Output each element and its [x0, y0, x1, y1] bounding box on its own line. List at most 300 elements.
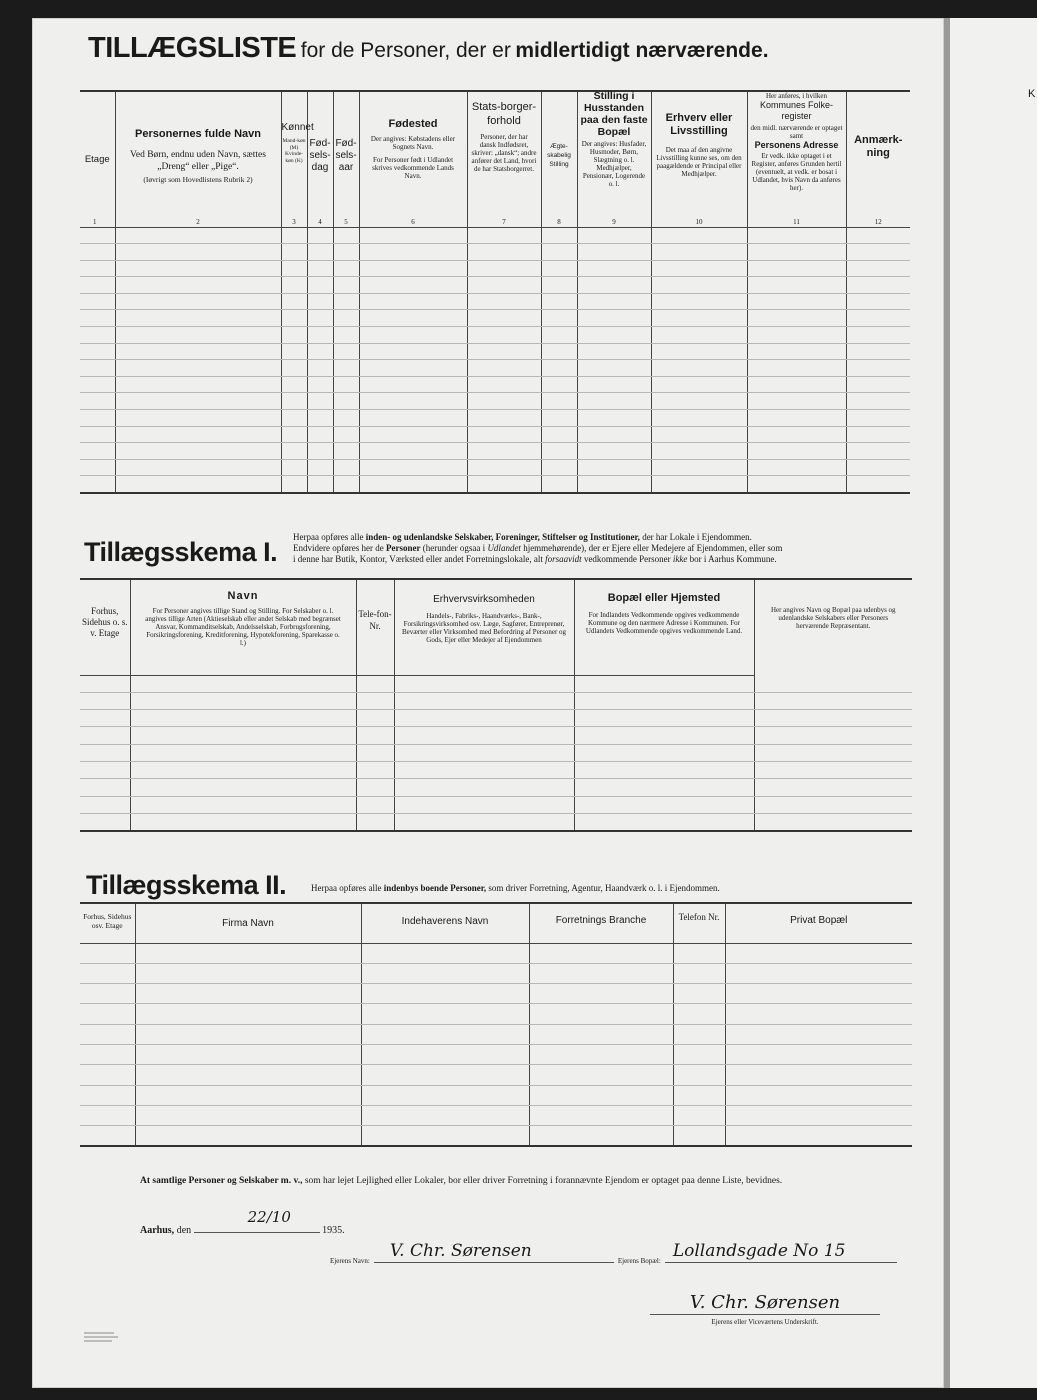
table-cell[interactable]: [754, 727, 912, 744]
table-cell[interactable]: [115, 327, 281, 344]
table-cell[interactable]: [130, 744, 356, 761]
table-cell[interactable]: [394, 813, 574, 831]
table-cell[interactable]: [754, 796, 912, 813]
table-cell[interactable]: [80, 393, 115, 410]
table-cell[interactable]: [307, 426, 333, 443]
table-cell[interactable]: [80, 426, 115, 443]
table-cell[interactable]: [846, 376, 910, 393]
table-cell[interactable]: [747, 393, 846, 410]
table-cell[interactable]: [361, 1044, 529, 1064]
table-cell[interactable]: [673, 943, 725, 963]
table-cell[interactable]: [747, 410, 846, 427]
table-cell[interactable]: [747, 327, 846, 344]
table-cell[interactable]: [115, 426, 281, 443]
table-cell[interactable]: [281, 227, 307, 244]
table-cell[interactable]: [725, 984, 912, 1004]
table-cell[interactable]: [281, 244, 307, 261]
table-cell[interactable]: [80, 675, 130, 692]
table-cell[interactable]: [846, 393, 910, 410]
table-cell[interactable]: [394, 744, 574, 761]
table-cell[interactable]: [394, 692, 574, 709]
table-cell[interactable]: [577, 310, 651, 327]
table-cell[interactable]: [80, 1105, 135, 1125]
table-cell[interactable]: [529, 1126, 673, 1147]
table-cell[interactable]: [281, 476, 307, 493]
table-cell[interactable]: [651, 260, 747, 277]
table-cell[interactable]: [725, 1105, 912, 1125]
table-cell[interactable]: [529, 1044, 673, 1064]
table-cell[interactable]: [574, 710, 754, 727]
table-cell[interactable]: [747, 244, 846, 261]
table-cell[interactable]: [80, 744, 130, 761]
table-cell[interactable]: [467, 343, 541, 360]
table-cell[interactable]: [80, 779, 130, 796]
table-cell[interactable]: [356, 727, 394, 744]
table-cell[interactable]: [80, 277, 115, 294]
table-cell[interactable]: [359, 426, 467, 443]
table-cell[interactable]: [359, 343, 467, 360]
table-cell[interactable]: [361, 1065, 529, 1085]
table-cell[interactable]: [281, 459, 307, 476]
table-cell[interactable]: [115, 459, 281, 476]
table-cell[interactable]: [130, 761, 356, 778]
table-cell[interactable]: [846, 443, 910, 460]
table-cell[interactable]: [281, 410, 307, 427]
table-cell[interactable]: [80, 410, 115, 427]
table-cell[interactable]: [747, 426, 846, 443]
table-cell[interactable]: [135, 984, 361, 1004]
table-cell[interactable]: [359, 393, 467, 410]
table-cell[interactable]: [333, 310, 359, 327]
table-cell[interactable]: [80, 476, 115, 493]
table-cell[interactable]: [356, 779, 394, 796]
table-cell[interactable]: [747, 293, 846, 310]
table-cell[interactable]: [307, 293, 333, 310]
table-cell[interactable]: [541, 244, 577, 261]
table-cell[interactable]: [359, 410, 467, 427]
table-cell[interactable]: [115, 260, 281, 277]
table-cell[interactable]: [574, 675, 754, 692]
table-cell[interactable]: [359, 376, 467, 393]
table-cell[interactable]: [115, 293, 281, 310]
table-cell[interactable]: [333, 459, 359, 476]
table-cell[interactable]: [130, 796, 356, 813]
table-cell[interactable]: [577, 376, 651, 393]
table-cell[interactable]: [361, 1085, 529, 1105]
table-cell[interactable]: [467, 443, 541, 460]
table-cell[interactable]: [281, 260, 307, 277]
table-cell[interactable]: [359, 476, 467, 493]
table-cell[interactable]: [467, 227, 541, 244]
table-cell[interactable]: [577, 443, 651, 460]
table-cell[interactable]: [467, 260, 541, 277]
table-cell[interactable]: [115, 443, 281, 460]
table-cell[interactable]: [577, 476, 651, 493]
table-cell[interactable]: [80, 943, 135, 963]
table-cell[interactable]: [333, 360, 359, 377]
table-cell[interactable]: [577, 244, 651, 261]
table-cell[interactable]: [529, 984, 673, 1004]
table-cell[interactable]: [115, 277, 281, 294]
table-cell[interactable]: [529, 1085, 673, 1105]
table-cell[interactable]: [361, 984, 529, 1004]
table-cell[interactable]: [281, 426, 307, 443]
table-cell[interactable]: [529, 963, 673, 983]
table-cell[interactable]: [307, 310, 333, 327]
table-cell[interactable]: [135, 1065, 361, 1085]
table-cell[interactable]: [467, 376, 541, 393]
table-cell[interactable]: [747, 360, 846, 377]
table-cell[interactable]: [333, 476, 359, 493]
table-cell[interactable]: [333, 343, 359, 360]
table-cell[interactable]: [359, 260, 467, 277]
table-cell[interactable]: [651, 244, 747, 261]
table-cell[interactable]: [541, 410, 577, 427]
table-cell[interactable]: [333, 277, 359, 294]
table-cell[interactable]: [651, 277, 747, 294]
table-cell[interactable]: [577, 277, 651, 294]
table-cell[interactable]: [130, 675, 356, 692]
table-cell[interactable]: [725, 1065, 912, 1085]
table-cell[interactable]: [359, 227, 467, 244]
table-cell[interactable]: [651, 476, 747, 493]
table-cell[interactable]: [115, 410, 281, 427]
table-cell[interactable]: [846, 426, 910, 443]
table-cell[interactable]: [80, 327, 115, 344]
table-cell[interactable]: [115, 227, 281, 244]
table-cell[interactable]: [651, 343, 747, 360]
table-cell[interactable]: [754, 744, 912, 761]
table-cell[interactable]: [467, 244, 541, 261]
table-cell[interactable]: [747, 310, 846, 327]
table-cell[interactable]: [574, 692, 754, 709]
table-cell[interactable]: [80, 1065, 135, 1085]
table-cell[interactable]: [673, 1105, 725, 1125]
table-cell[interactable]: [651, 293, 747, 310]
table-cell[interactable]: [130, 727, 356, 744]
table-cell[interactable]: [673, 1065, 725, 1085]
table-cell[interactable]: [307, 393, 333, 410]
table-cell[interactable]: [529, 1105, 673, 1125]
table-cell[interactable]: [80, 1044, 135, 1064]
table-cell[interactable]: [135, 1085, 361, 1105]
table-cell[interactable]: [307, 476, 333, 493]
table-cell[interactable]: [651, 360, 747, 377]
table-cell[interactable]: [747, 459, 846, 476]
table-cell[interactable]: [673, 963, 725, 983]
table-cell[interactable]: [673, 1044, 725, 1064]
table-cell[interactable]: [541, 426, 577, 443]
table-cell[interactable]: [361, 943, 529, 963]
table-cell[interactable]: [80, 376, 115, 393]
table-cell[interactable]: [577, 410, 651, 427]
table-cell[interactable]: [725, 1004, 912, 1024]
table-cell[interactable]: [747, 376, 846, 393]
table-cell[interactable]: [359, 360, 467, 377]
table-cell[interactable]: [80, 310, 115, 327]
table-cell[interactable]: [307, 459, 333, 476]
table-cell[interactable]: [651, 459, 747, 476]
table-cell[interactable]: [673, 1126, 725, 1147]
table-cell[interactable]: [541, 459, 577, 476]
table-cell[interactable]: [577, 327, 651, 344]
table-cell[interactable]: [541, 260, 577, 277]
table-cell[interactable]: [130, 779, 356, 796]
table-cell[interactable]: [333, 293, 359, 310]
table-cell[interactable]: [281, 327, 307, 344]
table-cell[interactable]: [467, 293, 541, 310]
table-cell[interactable]: [333, 393, 359, 410]
table-cell[interactable]: [846, 293, 910, 310]
table-cell[interactable]: [356, 710, 394, 727]
table-cell[interactable]: [281, 343, 307, 360]
table-cell[interactable]: [80, 710, 130, 727]
table-cell[interactable]: [541, 343, 577, 360]
table-cell[interactable]: [356, 692, 394, 709]
table-cell[interactable]: [577, 343, 651, 360]
table-cell[interactable]: [529, 1065, 673, 1085]
table-cell[interactable]: [333, 410, 359, 427]
table-cell[interactable]: [651, 227, 747, 244]
table-cell[interactable]: [307, 376, 333, 393]
table-cell[interactable]: [725, 1085, 912, 1105]
table-cell[interactable]: [541, 376, 577, 393]
table-cell[interactable]: [529, 1004, 673, 1024]
table-cell[interactable]: [651, 327, 747, 344]
table-cell[interactable]: [130, 710, 356, 727]
table-cell[interactable]: [307, 410, 333, 427]
table-cell[interactable]: [394, 779, 574, 796]
table-cell[interactable]: [651, 393, 747, 410]
table-cell[interactable]: [574, 779, 754, 796]
table-cell[interactable]: [281, 376, 307, 393]
table-cell[interactable]: [307, 343, 333, 360]
table-cell[interactable]: [541, 293, 577, 310]
table-cell[interactable]: [80, 360, 115, 377]
table-cell[interactable]: [80, 343, 115, 360]
table-cell[interactable]: [725, 963, 912, 983]
table-cell[interactable]: [394, 761, 574, 778]
table-cell[interactable]: [747, 227, 846, 244]
table-cell[interactable]: [80, 984, 135, 1004]
table-cell[interactable]: [467, 410, 541, 427]
table-cell[interactable]: [574, 727, 754, 744]
table-cell[interactable]: [577, 227, 651, 244]
table-cell[interactable]: [135, 1004, 361, 1024]
table-cell[interactable]: [80, 459, 115, 476]
table-cell[interactable]: [577, 260, 651, 277]
table-cell[interactable]: [130, 813, 356, 831]
table-cell[interactable]: [359, 327, 467, 344]
table-cell[interactable]: [80, 692, 130, 709]
table-cell[interactable]: [307, 360, 333, 377]
table-cell[interactable]: [356, 761, 394, 778]
table-cell[interactable]: [281, 293, 307, 310]
table-cell[interactable]: [307, 277, 333, 294]
table-cell[interactable]: [356, 796, 394, 813]
table-cell[interactable]: [135, 1105, 361, 1125]
table-cell[interactable]: [754, 813, 912, 831]
table-cell[interactable]: [307, 244, 333, 261]
table-cell[interactable]: [356, 813, 394, 831]
table-cell[interactable]: [80, 443, 115, 460]
table-cell[interactable]: [467, 476, 541, 493]
table-cell[interactable]: [651, 376, 747, 393]
table-cell[interactable]: [846, 459, 910, 476]
table-cell[interactable]: [356, 744, 394, 761]
table-cell[interactable]: [467, 393, 541, 410]
table-cell[interactable]: [541, 393, 577, 410]
table-cell[interactable]: [361, 1126, 529, 1147]
table-cell[interactable]: [80, 963, 135, 983]
table-cell[interactable]: [574, 761, 754, 778]
table-cell[interactable]: [394, 675, 574, 692]
table-cell[interactable]: [80, 1024, 135, 1044]
table-cell[interactable]: [80, 761, 130, 778]
table-cell[interactable]: [467, 360, 541, 377]
table-cell[interactable]: [747, 343, 846, 360]
table-cell[interactable]: [359, 244, 467, 261]
table-cell[interactable]: [115, 476, 281, 493]
table-cell[interactable]: [281, 310, 307, 327]
table-cell[interactable]: [673, 1085, 725, 1105]
table-cell[interactable]: [80, 293, 115, 310]
table-cell[interactable]: [846, 260, 910, 277]
table-cell[interactable]: [541, 476, 577, 493]
table-cell[interactable]: [747, 476, 846, 493]
table-cell[interactable]: [846, 360, 910, 377]
table-cell[interactable]: [307, 260, 333, 277]
table-cell[interactable]: [574, 744, 754, 761]
table-cell[interactable]: [747, 443, 846, 460]
table-cell[interactable]: [394, 796, 574, 813]
table-cell[interactable]: [115, 360, 281, 377]
table-cell[interactable]: [361, 963, 529, 983]
table-cell[interactable]: [467, 310, 541, 327]
table-cell[interactable]: [333, 227, 359, 244]
table-cell[interactable]: [725, 1126, 912, 1147]
table-cell[interactable]: [577, 459, 651, 476]
table-cell[interactable]: [467, 277, 541, 294]
table-cell[interactable]: [356, 675, 394, 692]
table-cell[interactable]: [333, 426, 359, 443]
table-cell[interactable]: [281, 277, 307, 294]
table-cell[interactable]: [80, 1004, 135, 1024]
table-cell[interactable]: [333, 443, 359, 460]
table-cell[interactable]: [115, 393, 281, 410]
table-cell[interactable]: [361, 1004, 529, 1024]
table-cell[interactable]: [846, 244, 910, 261]
table-cell[interactable]: [673, 984, 725, 1004]
table-cell[interactable]: [135, 1126, 361, 1147]
table-cell[interactable]: [135, 1024, 361, 1044]
table-cell[interactable]: [754, 761, 912, 778]
table-cell[interactable]: [846, 277, 910, 294]
table-cell[interactable]: [846, 476, 910, 493]
table-cell[interactable]: [754, 710, 912, 727]
table-cell[interactable]: [359, 310, 467, 327]
table-cell[interactable]: [725, 1044, 912, 1064]
table-cell[interactable]: [651, 443, 747, 460]
table-cell[interactable]: [333, 244, 359, 261]
table-cell[interactable]: [673, 1024, 725, 1044]
table-cell[interactable]: [846, 343, 910, 360]
table-cell[interactable]: [80, 1085, 135, 1105]
table-cell[interactable]: [135, 943, 361, 963]
table-cell[interactable]: [281, 393, 307, 410]
table-cell[interactable]: [467, 426, 541, 443]
table-cell[interactable]: [80, 727, 130, 744]
table-cell[interactable]: [577, 426, 651, 443]
table-cell[interactable]: [394, 710, 574, 727]
table-cell[interactable]: [307, 227, 333, 244]
table-cell[interactable]: [846, 310, 910, 327]
table-cell[interactable]: [359, 277, 467, 294]
table-cell[interactable]: [333, 376, 359, 393]
table-cell[interactable]: [574, 813, 754, 831]
table-cell[interactable]: [135, 1044, 361, 1064]
table-cell[interactable]: [541, 227, 577, 244]
table-cell[interactable]: [754, 675, 912, 692]
table-cell[interactable]: [130, 692, 356, 709]
table-cell[interactable]: [359, 293, 467, 310]
table-cell[interactable]: [359, 459, 467, 476]
table-cell[interactable]: [747, 260, 846, 277]
table-cell[interactable]: [541, 327, 577, 344]
table-cell[interactable]: [467, 459, 541, 476]
table-cell[interactable]: [281, 360, 307, 377]
table-cell[interactable]: [541, 443, 577, 460]
table-cell[interactable]: [281, 443, 307, 460]
table-cell[interactable]: [80, 1126, 135, 1147]
table-cell[interactable]: [651, 310, 747, 327]
table-cell[interactable]: [467, 327, 541, 344]
table-cell[interactable]: [80, 796, 130, 813]
table-cell[interactable]: [115, 310, 281, 327]
table-cell[interactable]: [333, 327, 359, 344]
table-cell[interactable]: [577, 393, 651, 410]
table-cell[interactable]: [115, 244, 281, 261]
table-cell[interactable]: [541, 277, 577, 294]
table-cell[interactable]: [307, 327, 333, 344]
table-cell[interactable]: [80, 260, 115, 277]
table-cell[interactable]: [846, 227, 910, 244]
table-cell[interactable]: [754, 692, 912, 709]
table-cell[interactable]: [529, 1024, 673, 1044]
table-cell[interactable]: [529, 943, 673, 963]
table-cell[interactable]: [135, 963, 361, 983]
table-cell[interactable]: [651, 426, 747, 443]
table-cell[interactable]: [80, 813, 130, 831]
table-cell[interactable]: [541, 360, 577, 377]
table-cell[interactable]: [307, 443, 333, 460]
table-cell[interactable]: [115, 343, 281, 360]
table-cell[interactable]: [333, 260, 359, 277]
table-cell[interactable]: [577, 293, 651, 310]
table-cell[interactable]: [541, 310, 577, 327]
table-cell[interactable]: [577, 360, 651, 377]
table-cell[interactable]: [115, 376, 281, 393]
table-cell[interactable]: [361, 1024, 529, 1044]
table-cell[interactable]: [725, 943, 912, 963]
table-cell[interactable]: [80, 227, 115, 244]
table-cell[interactable]: [80, 244, 115, 261]
table-cell[interactable]: [747, 277, 846, 294]
table-cell[interactable]: [574, 796, 754, 813]
table-cell[interactable]: [651, 410, 747, 427]
table-cell[interactable]: [394, 727, 574, 744]
table-cell[interactable]: [846, 327, 910, 344]
